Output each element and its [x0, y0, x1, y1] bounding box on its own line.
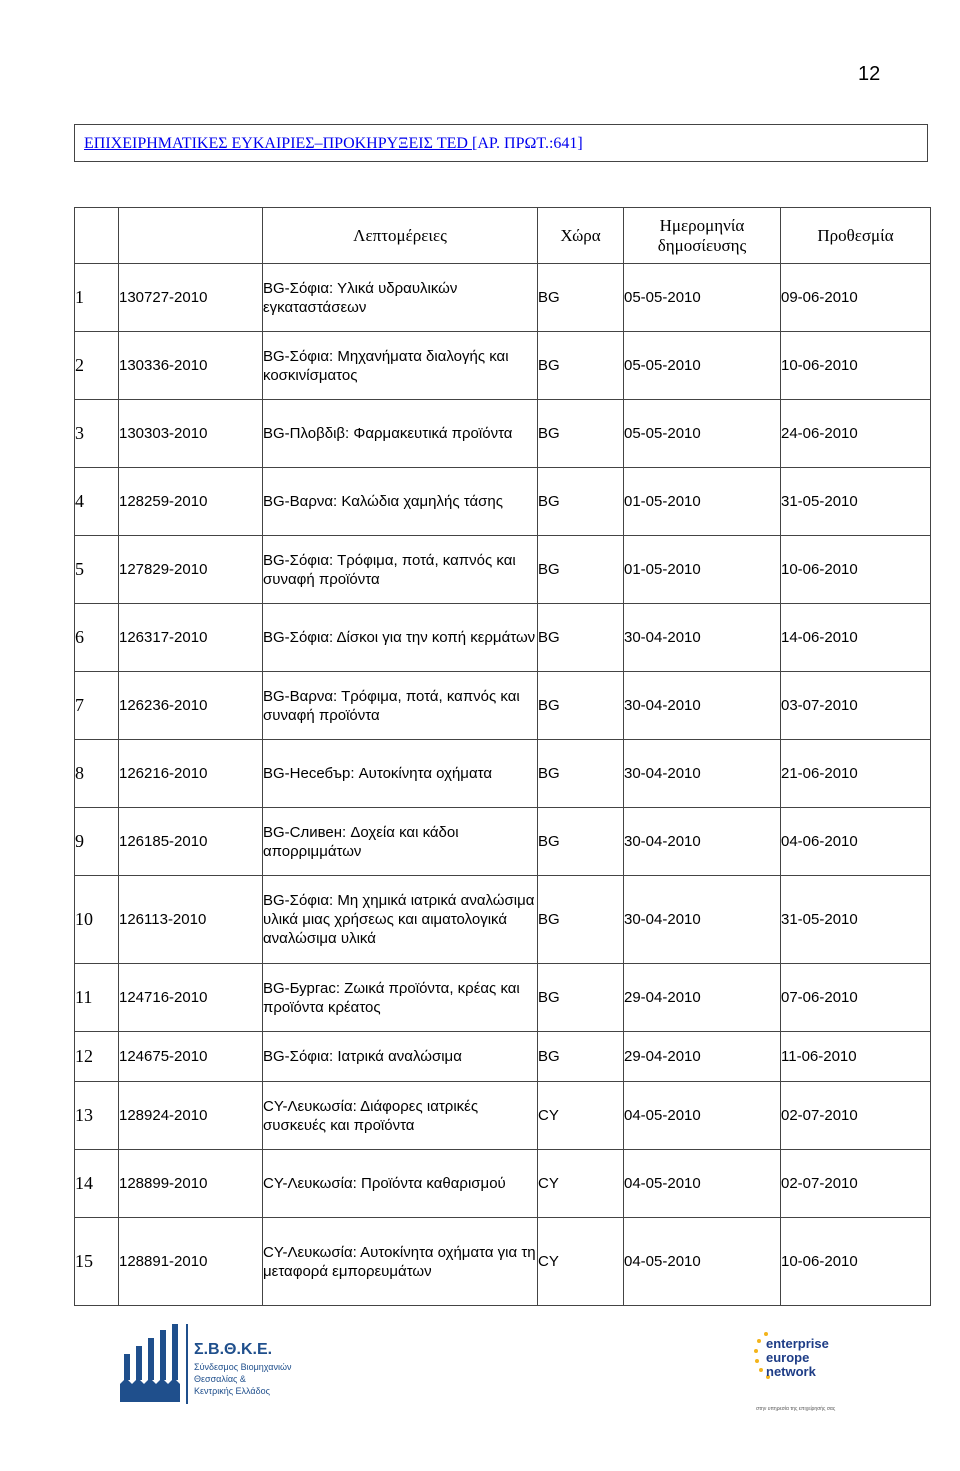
table-row [75, 808, 931, 876]
notice-country: BG [538, 1032, 624, 1082]
tenders-table [74, 207, 931, 1306]
notice-details: BG-Βαρνα: Καλώδια χαμηλής τάσης [263, 468, 538, 536]
een-line3: network [766, 1364, 816, 1379]
notice-code: 130727-2010 [119, 264, 263, 332]
deadline-date: 04-06-2010 [781, 808, 931, 876]
sbtke-line3: Κεντρικής Ελλάδος [194, 1386, 270, 1396]
table-row [75, 1150, 931, 1218]
notice-country: BG [538, 964, 624, 1032]
sbtke-line1: Σύνδεσμος Βιομηχανιών [194, 1362, 292, 1372]
notice-country: BG [538, 604, 624, 672]
notice-country: BG [538, 400, 624, 468]
notice-country: CY [538, 1218, 624, 1306]
row-number: 5 [75, 536, 119, 604]
publication-date: 30-04-2010 [624, 672, 781, 740]
header-code [119, 208, 263, 264]
notice-country: BG [538, 536, 624, 604]
row-number: 7 [75, 672, 119, 740]
deadline-date: 11-06-2010 [781, 1032, 931, 1082]
row-number: 6 [75, 604, 119, 672]
notice-code: 126113-2010 [119, 876, 263, 964]
notice-details: BG-Бургас: Ζωικά προϊόντα, κρέας και προϊόντα κρέατος [263, 964, 538, 1032]
notice-code: 126236-2010 [119, 672, 263, 740]
page-number: 12 [858, 63, 881, 85]
row-number: 12 [75, 1032, 119, 1082]
row-number: 2 [75, 332, 119, 400]
row-number: 13 [75, 1082, 119, 1150]
table-row [75, 1082, 931, 1150]
deadline-date: 21-06-2010 [781, 740, 931, 808]
publication-date: 04-05-2010 [624, 1150, 781, 1218]
notice-details: BG-Σόφια: Ιατρικά αναλώσιμα [263, 1032, 538, 1082]
deadline-date: 09-06-2010 [781, 264, 931, 332]
notice-details: BG-Βαρνα: Τρόφιμα, ποτά, καπνός και συναφή προϊόντα [263, 672, 538, 740]
table-row [75, 1032, 931, 1082]
title-box [74, 124, 928, 162]
table-row [75, 672, 931, 740]
deadline-date: 31-05-2010 [781, 876, 931, 964]
publication-date: 30-04-2010 [624, 604, 781, 672]
een-logo [752, 1324, 852, 1416]
notice-code: 130303-2010 [119, 400, 263, 468]
publication-date: 29-04-2010 [624, 1032, 781, 1082]
notice-country: BG [538, 876, 624, 964]
notice-code: 127829-2010 [119, 536, 263, 604]
notice-details: BG-Πλοβδιβ: Φαρμακευτικά προϊόντα [263, 400, 538, 468]
deadline-date: 02-07-2010 [781, 1082, 931, 1150]
notice-country: CY [538, 1082, 624, 1150]
table-row [75, 964, 931, 1032]
row-number: 9 [75, 808, 119, 876]
notice-details: BG-Σόφια: Μη χημικά ιατρικά αναλώσιμα υλικά μιας χρήσεως και αιματολογικά αναλώσιμα υλικά [263, 876, 538, 964]
notice-details: CY-Λευκωσία: Διάφορες ιατρικές συσκευές και προϊόντα [263, 1082, 538, 1150]
notice-details: BG-Сливен: Δοχεία και κάδοι απορριμμάτων [263, 808, 538, 876]
notice-details: BG-Несебър: Αυτοκίνητα οχήματα [263, 740, 538, 808]
header-deadline: Προθεσμία [781, 208, 931, 264]
notice-details: CY-Λευκωσία: Προϊόντα καθαρισμού [263, 1150, 538, 1218]
publication-date: 01-05-2010 [624, 468, 781, 536]
table-row [75, 332, 931, 400]
title-main: ΕΠΙΧΕΙΡΗΜΑΤΙΚΕΣ ΕΥΚΑΙΡΙΕΣ–ΠΡΟΚΗΡΥΞΕΙΣ TED [84, 135, 472, 152]
notice-code: 128899-2010 [119, 1150, 263, 1218]
deadline-date: 14-06-2010 [781, 604, 931, 672]
notice-code: 124675-2010 [119, 1032, 263, 1082]
table-row [75, 536, 931, 604]
table-row [75, 604, 931, 672]
header-number [75, 208, 119, 264]
notice-code: 128259-2010 [119, 468, 263, 536]
table-row [75, 1218, 931, 1306]
publication-date: 01-05-2010 [624, 536, 781, 604]
deadline-date: 31-05-2010 [781, 468, 931, 536]
row-number: 15 [75, 1218, 119, 1306]
table-row [75, 740, 931, 808]
notice-details: BG-Σόφια: Δίσκοι για την κοπή κερμάτων [263, 604, 538, 672]
header-details: Λεπτομέρειες [263, 208, 538, 264]
row-number: 11 [75, 964, 119, 1032]
publication-date: 30-04-2010 [624, 876, 781, 964]
deadline-date: 02-07-2010 [781, 1150, 931, 1218]
publication-date: 05-05-2010 [624, 264, 781, 332]
een-tagline: στην υπηρεσία της επιχείρησής σας [756, 1406, 836, 1412]
notice-details: CY-Λευκωσία: Αυτοκίνητα οχήματα για τη μεταφορά εμπορευμάτων [263, 1218, 538, 1306]
notice-details: BG-Σόφια: Τρόφιμα, ποτά, καπνός και συναφή προϊόντα [263, 536, 538, 604]
row-number: 8 [75, 740, 119, 808]
deadline-date: 07-06-2010 [781, 964, 931, 1032]
notice-details: BG-Σόφια: Μηχανήματα διαλογής και κοσκινίσματος [263, 332, 538, 400]
row-number: 3 [75, 400, 119, 468]
publication-date: 04-05-2010 [624, 1218, 781, 1306]
table-row [75, 264, 931, 332]
notice-country: BG [538, 672, 624, 740]
notice-code: 130336-2010 [119, 332, 263, 400]
footer-logos [0, 1318, 960, 1418]
table-body [75, 264, 931, 1306]
publication-date: 05-05-2010 [624, 400, 781, 468]
deadline-date: 10-06-2010 [781, 1218, 931, 1306]
deadline-date: 10-06-2010 [781, 536, 931, 604]
deadline-date: 03-07-2010 [781, 672, 931, 740]
sbtke-line2: Θεσσαλίας & [194, 1374, 246, 1384]
deadline-date: 24-06-2010 [781, 400, 931, 468]
deadline-date: 10-06-2010 [781, 332, 931, 400]
row-number: 14 [75, 1150, 119, 1218]
notice-code: 126216-2010 [119, 740, 263, 808]
notice-country: BG [538, 468, 624, 536]
notice-code: 126317-2010 [119, 604, 263, 672]
table-row [75, 400, 931, 468]
title-tail: [ΑΡ. ΠΡΩΤ.:641] [471, 135, 583, 152]
sbtke-logo [108, 1320, 318, 1408]
publication-date: 29-04-2010 [624, 964, 781, 1032]
notice-country: BG [538, 264, 624, 332]
notice-code: 128891-2010 [119, 1218, 263, 1306]
publication-date: 30-04-2010 [624, 740, 781, 808]
notice-code: 126185-2010 [119, 808, 263, 876]
header-country: Χώρα [538, 208, 624, 264]
notice-code: 124716-2010 [119, 964, 263, 1032]
publication-date: 30-04-2010 [624, 808, 781, 876]
row-number: 4 [75, 468, 119, 536]
table-row [75, 468, 931, 536]
header-publication-date: Ημερομηνία δημοσίευσης [624, 208, 781, 264]
notice-details: BG-Σόφια: Υλικά υδραυλικών εγκαταστάσεων [263, 264, 538, 332]
een-line2: europe [766, 1350, 810, 1365]
een-line1: enterprise [766, 1336, 829, 1351]
publication-date: 05-05-2010 [624, 332, 781, 400]
notice-code: 128924-2010 [119, 1082, 263, 1150]
table-row [75, 876, 931, 964]
sbtke-acronym: Σ.Β.Θ.Κ.Ε. [194, 1341, 273, 1358]
notice-country: BG [538, 808, 624, 876]
notice-country: BG [538, 740, 624, 808]
notice-country: BG [538, 332, 624, 400]
row-number: 1 [75, 264, 119, 332]
row-number: 10 [75, 876, 119, 964]
publication-date: 04-05-2010 [624, 1082, 781, 1150]
table-header-row [75, 208, 931, 264]
notice-country: CY [538, 1150, 624, 1218]
page-title [84, 135, 583, 153]
